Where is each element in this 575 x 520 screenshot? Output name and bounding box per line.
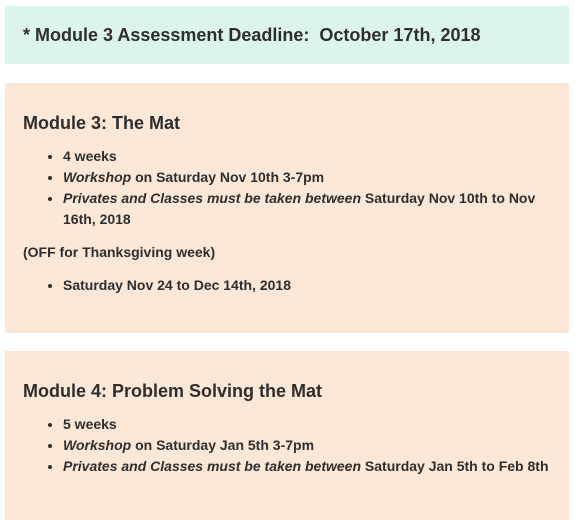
module-3-list-2 <box>23 275 551 296</box>
list-item-text: 4 weeks <box>63 148 117 164</box>
list-item-text: Saturday Jan 5th to Feb 8th <box>361 458 549 474</box>
list-item <box>63 435 551 456</box>
module-3-list <box>23 146 551 230</box>
list-item-text: Saturday Nov 10th to Nov 16th, 2018 <box>63 190 536 227</box>
list-item-text: on Saturday Nov 10th 3-7pm <box>131 169 325 185</box>
module-4-title: Module 4: Problem Solving the Mat <box>23 381 323 401</box>
deadline-banner <box>5 6 569 64</box>
module-3-section <box>5 83 569 333</box>
list-item <box>63 188 551 230</box>
module-4-list <box>23 414 551 477</box>
list-item-text: on Saturday Jan 5th 3-7pm <box>131 437 315 453</box>
list-item <box>63 167 551 188</box>
thanksgiving-note: (OFF for Thanksgiving week) <box>23 244 216 260</box>
list-item <box>63 146 551 167</box>
list-item-emphasis: Workshop <box>63 169 132 185</box>
deadline-text: * Module 3 Assessment Deadline: October 17th, 2018 <box>23 24 481 45</box>
module-3-title: Module 3: The Mat <box>23 113 180 133</box>
list-item <box>63 456 551 477</box>
list-item <box>63 414 551 435</box>
list-item <box>63 275 551 296</box>
list-item-emphasis: Privates and Classes must be taken between <box>63 190 362 206</box>
list-item-emphasis: Privates and Classes must be taken between <box>63 458 362 474</box>
list-item-text: 5 weeks <box>63 416 117 432</box>
list-item-emphasis: Workshop <box>63 437 132 453</box>
list-item-text: Saturday Nov 24 to Dec 14th, 2018 <box>63 277 291 293</box>
module-4-section <box>5 351 569 520</box>
